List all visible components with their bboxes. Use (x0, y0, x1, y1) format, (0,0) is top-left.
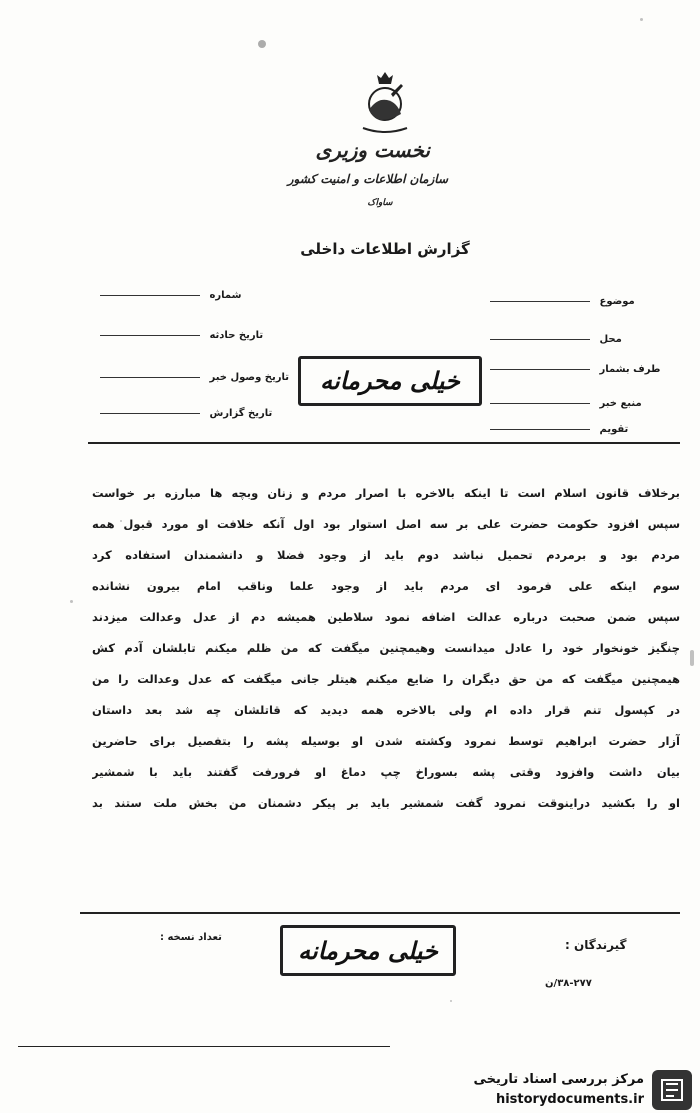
letterhead-line-1: نخست وزیری (315, 138, 430, 162)
body-line: برخلاف قانون اسلام است تا اینکه بالاخره با اصرار مردم و زنان وبچه ها مبارزه بر خواست (92, 486, 680, 500)
field-place-line (490, 339, 590, 340)
field-received-date-line (100, 377, 200, 378)
classification-stamp-bottom: خیلی محرمانه (280, 925, 456, 976)
field-assessment-label: تقویم (599, 424, 629, 435)
archive-logo-icon (652, 1070, 692, 1110)
body-line: سپس ضمن صحبت درباره عدالت اضافه نمود سلاطین همیشه دم از عدل وعدالت میزدند (92, 610, 680, 624)
field-assessment (490, 424, 628, 435)
body-line: او را بکشید دراینوقت نمرود گفت شمشیر باید بر پیکر دشمنان من بخش ملت ستند بد (92, 796, 680, 810)
bottom-rule (18, 1046, 390, 1047)
document-number: ۳۸-۲۷۷/ن (545, 978, 592, 989)
field-incident-date-line (100, 335, 200, 336)
field-report-date-label: تاریخ گزارش (209, 408, 273, 419)
field-report-date (100, 408, 272, 419)
report-title: گزارش اطلاعات داخلی (300, 240, 470, 258)
field-news-source-label: منبع خبر (599, 398, 642, 409)
scan-speck (690, 650, 694, 666)
body-line: سوم اینکه علی فرمود ای مردم باید از وجود علما وناقب امام بیرون نشانده (92, 579, 680, 593)
field-news-source-line (490, 403, 590, 404)
lion-and-sun-emblem-icon (355, 70, 415, 140)
letterhead-line-3: ساواک (367, 198, 393, 208)
recipients-label: گیرندگان : (565, 938, 627, 952)
body-line: بیان داشت وافزود وقتی پشه بسوراخ چپ دماغ او فرورفت گفتند باید با شمشیر (92, 765, 680, 779)
report-body (92, 478, 680, 819)
body-line: آزار حضرت ابراهیم توسط نمرود وکشته شدن او بوسیله پشه را بتفصیل برای حاضرین (92, 734, 680, 748)
scan-speck (640, 18, 643, 21)
body-line: مردم بود و برمردم تحمیل نباشد دوم باید از وجود فضلا و دانشمندان استفاده کرد (92, 548, 680, 562)
field-subject-line (490, 301, 590, 302)
header-divider (88, 442, 680, 444)
field-number (100, 290, 241, 301)
archive-name: مرکز بررسی اسناد تاریخی (473, 1072, 644, 1087)
field-incident-date-label: تاریخ حادثه (209, 330, 264, 341)
field-received-date-label: تاریخ وصول خبر (209, 372, 290, 383)
field-source-label: طرف بشمار (599, 364, 661, 375)
body-line: چنگیز خونخوار خود را عادل میدانست وهیمچنین میگفت که من ظلم میکنم تابلشان آدم کش (92, 641, 680, 655)
letterhead-line-2: سازمان اطلاعات و امنیت کشور (287, 172, 448, 186)
body-line: هیمچنین میگفت که من حق دیگران را ضایع میکنم هیتلر جانی میگفت که عدل وعدالت را من (92, 672, 680, 686)
field-number-label: شماره (209, 290, 242, 301)
field-incident-date (100, 330, 263, 341)
field-place-label: محل (599, 334, 622, 345)
classification-stamp-top: خیلی محرمانه (298, 356, 482, 406)
scan-speck (450, 1000, 452, 1002)
scan-speck (70, 600, 73, 603)
field-number-line (100, 295, 200, 296)
field-news-source (490, 398, 642, 409)
field-source-line (490, 369, 590, 370)
field-source (490, 364, 660, 375)
scan-speck (258, 40, 266, 48)
body-line: در کپسول تنم قرار داده ام ولی بالاخره همه دیدید که قاتلشان چه شد بعد داستان (92, 703, 680, 717)
field-place (490, 334, 622, 345)
field-subject-label: موضوع (599, 296, 635, 307)
field-received-date (100, 372, 289, 383)
field-subject (490, 296, 635, 307)
archive-watermark (400, 1070, 700, 1113)
footer-divider (80, 912, 680, 914)
archive-website: historydocuments.ir (495, 1092, 644, 1107)
body-line: سپس افزود حکومت حضرت علی بر سه اصل استوار بود اول آنکه خلافت او مورد قبول همه (92, 517, 680, 531)
field-assessment-line (490, 429, 590, 430)
copies-label: تعداد نسخه : (160, 932, 222, 943)
field-report-date-line (100, 413, 200, 414)
